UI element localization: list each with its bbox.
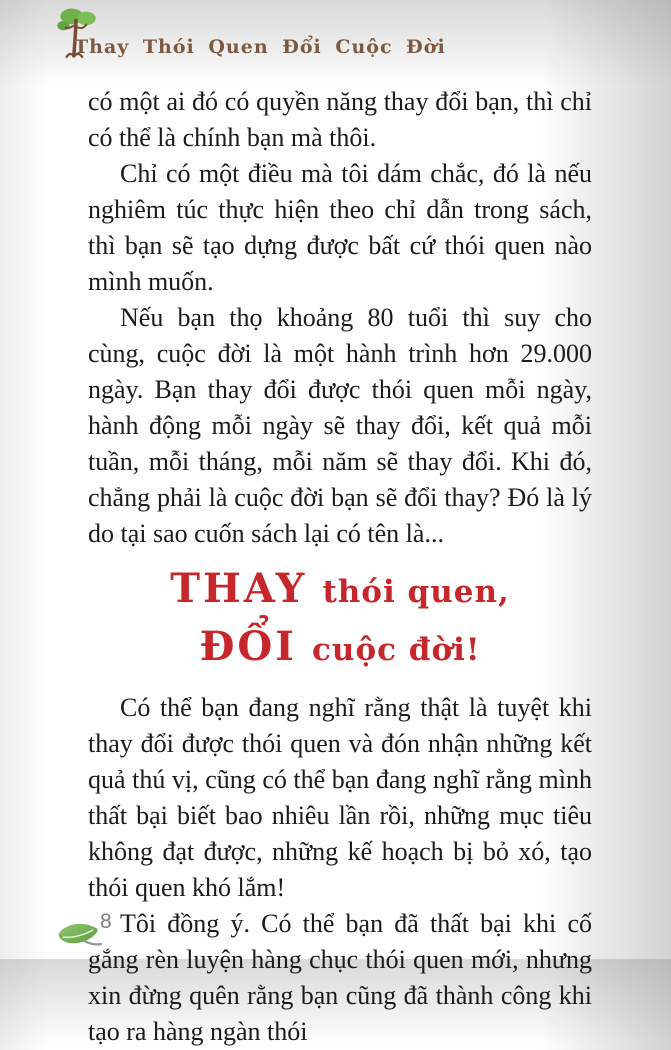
- page-number: 8: [100, 910, 112, 933]
- chapter-title-line-2: [88, 622, 592, 680]
- paragraph: Tôi đồng ý. Có thể bạn đã thất bại khi cố gắng rèn luyện hàng chục thói quen mới, nhưng xin đừng quên rằng bạn cũng đã thành công khi tạo ra hàng ngàn thói: [88, 909, 592, 1046]
- leaf-icon: [56, 920, 102, 952]
- paragraph: Có thể bạn đang nghĩ rằng thật là tuyệt khi thay đổi được thói quen và đón nhận những kết quả thú vị, cũng có thể bạn đang nghĩ rằng mình thất bại biết bao nhiêu lần rồi, những mục tiêu không đạt được, những kế hoạch bị bỏ xó, tạo thói quen khó lắm!: [88, 693, 592, 902]
- chapter-title-lead-word: ĐỔI: [199, 623, 297, 670]
- chapter-title-line-1: [88, 564, 592, 622]
- paragraph-continuation: có một ai đó có quyền năng thay đổi bạn, thì chỉ có thể là chính bạn mà thôi.: [88, 87, 592, 152]
- chapter-title: [88, 564, 592, 680]
- chapter-title-rest: cuộc đời!: [312, 632, 481, 668]
- page-body: [88, 84, 592, 1050]
- paragraph: Chỉ có một điều mà tôi dám chắc, đó là nếu nghiêm túc thực hiện theo chỉ dẫn trong sách, thì bạn sẽ tạo dựng được bất cứ thói quen nào mình muốn.: [88, 159, 592, 296]
- chapter-title-lead-word: THAY: [170, 565, 308, 612]
- chapter-title-rest: thói quen,: [322, 574, 510, 610]
- paragraph: Nếu bạn thọ khoảng 80 tuổi thì suy cho cùng, cuộc đời là một hành trình hơn 29.000 ngày. Bạn thay đổi được thói quen mỗi ngày, hành động mỗi ngày sẽ thay đổi, kết quả mỗi tuần, mỗi tháng, mỗi năm sẽ thay đổi. Khi đó, chẳng phải là cuộc đời bạn sẽ đổi thay? Đó là lý do tại sao cuốn sách lại có tên là...: [88, 303, 592, 548]
- book-title: Thay Thói Quen Đổi Cuộc Đời: [74, 36, 446, 58]
